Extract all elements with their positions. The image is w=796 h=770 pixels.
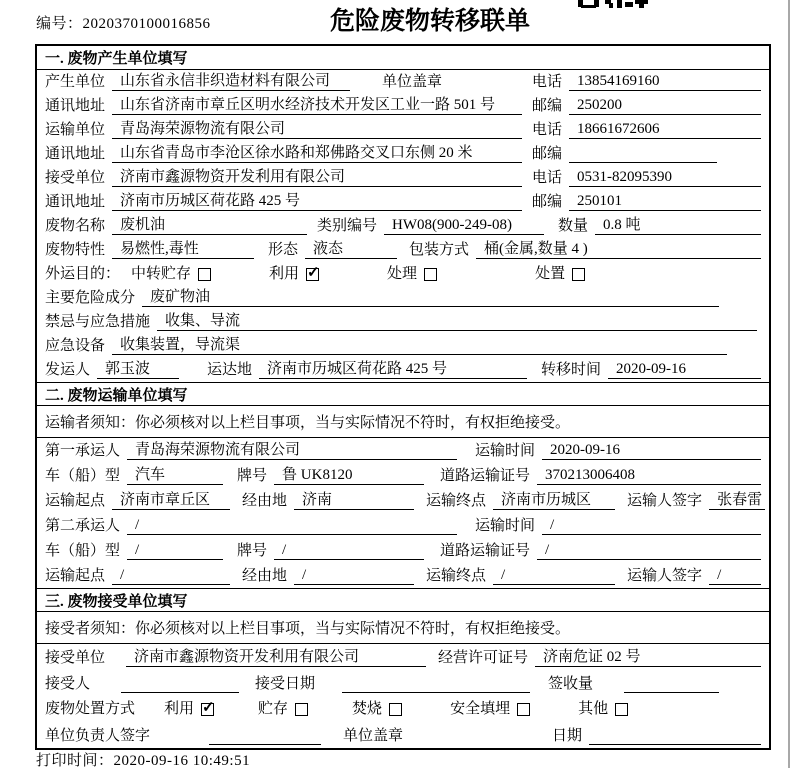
doc-number-label: 编号： xyxy=(36,16,83,32)
disposal-option-storage xyxy=(258,700,308,718)
carrier2-time-value: / xyxy=(542,516,761,535)
road-cert2-label: 道路运输证号 xyxy=(440,543,531,559)
carrier1-value: 青岛海荣源物流有限公司 xyxy=(127,441,457,460)
emergency-measures-value: 收集、导流 xyxy=(157,312,757,331)
page-title: 危险废物转移联单 xyxy=(330,8,531,35)
page-edge-line xyxy=(788,0,790,768)
purpose-treat-label: 处理 xyxy=(387,266,418,282)
checkbox-icon xyxy=(517,703,530,716)
carrier1-time-value: 2020-09-16 xyxy=(542,441,761,460)
route1-end-value: 济南市历城区 xyxy=(493,491,615,510)
row-signoff xyxy=(37,722,769,748)
generator-phone-label: 电话 xyxy=(531,74,562,90)
route1-sign-label: 运输人签字 xyxy=(627,493,703,509)
checkbox-icon xyxy=(572,268,585,281)
generator-address-label: 通讯地址 xyxy=(45,98,106,114)
transporter-value: 青岛海荣源物流有限公司 xyxy=(112,120,522,139)
section2-notice: 运输者须知：你必须核对以上栏目事项，当与实际情况不符时，有权拒绝接受。 xyxy=(37,406,769,438)
carrier2-label: 第二承运人 xyxy=(45,518,121,534)
row-generator-address xyxy=(37,94,769,118)
acceptor-value xyxy=(121,675,239,693)
accepting-unit-value: 济南市鑫源物资开发利用有限公司 xyxy=(126,648,426,667)
responsible-sign-label: 单位负责人签字 xyxy=(45,728,151,744)
route2-end-label: 运输终点 xyxy=(426,568,487,584)
waste-props-value: 易燃性,毒性 xyxy=(112,240,254,259)
purpose-option-dispose xyxy=(535,265,585,283)
receiver-label: 接受单位 xyxy=(45,170,106,186)
checkbox-icon xyxy=(424,268,437,281)
doc-number xyxy=(36,12,211,33)
checkbox-icon xyxy=(295,703,308,716)
shipper-value: 郭玉波 xyxy=(97,360,179,379)
row-transport-purpose xyxy=(37,262,769,286)
responsible-sign-value xyxy=(209,727,321,745)
route1-sign-value: 张春雷 xyxy=(709,491,765,510)
license-value: 济南危证 02 号 xyxy=(535,648,761,667)
transfer-time-value: 2020-09-16 xyxy=(608,360,761,379)
vehicle1-value: 汽车 xyxy=(127,466,223,485)
generator-value: 山东省永信非织造材料有限公司 xyxy=(112,72,350,91)
row-emergency-equipment xyxy=(37,334,769,358)
route1-via-value: 济南 xyxy=(294,491,414,510)
destination-label: 运达地 xyxy=(207,362,253,378)
hazard-label: 主要危险成分 xyxy=(45,290,136,306)
receiver-phone-label: 电话 xyxy=(531,170,562,186)
row-generator xyxy=(37,70,769,94)
license-label: 经营许可证号 xyxy=(438,650,529,666)
waste-form-label: 形态 xyxy=(268,242,299,258)
emergency-equipment-value: 收集装置，导流渠 xyxy=(112,336,727,355)
section2-heading: 二. 废物运输单位填写 xyxy=(37,382,769,406)
route2-sign-label: 运输人签字 xyxy=(627,568,703,584)
route1-via-label: 经由地 xyxy=(242,493,288,509)
plate1-label: 牌号 xyxy=(237,468,268,484)
receiver-phone-value: 0531-82095390 xyxy=(569,168,761,187)
accept-date-label: 接受日期 xyxy=(255,676,316,692)
disposal-option-incinerate xyxy=(352,700,402,718)
print-time-label: 打印时间： xyxy=(36,753,114,769)
transfer-time-label: 转移时间 xyxy=(541,362,602,378)
purpose-option-use xyxy=(269,265,319,283)
generator-phone-value: 13854169160 xyxy=(569,72,761,91)
purpose-dispose-label: 处置 xyxy=(535,266,566,282)
qr-code-fragment-icon xyxy=(578,0,650,11)
carrier1-time-label: 运输时间 xyxy=(475,443,536,459)
row-transporter-address xyxy=(37,142,769,166)
row-accepting-unit xyxy=(37,644,769,670)
transporter-address-label: 通讯地址 xyxy=(45,146,106,162)
vehicle2-value: / xyxy=(127,541,223,560)
row-disposal-method xyxy=(37,696,769,722)
plate1-value: 鲁 UK8120 xyxy=(274,466,424,485)
carrier1-label: 第一承运人 xyxy=(45,443,121,459)
purpose-use-label: 利用 xyxy=(269,266,300,282)
route2-end-value: / xyxy=(493,566,615,585)
generator-address-value: 山东省济南市章丘区明水经济技术开发区工业一路 501 号 xyxy=(112,96,522,115)
section3-heading: 三. 废物接受单位填写 xyxy=(37,588,769,612)
packing-label: 包装方式 xyxy=(409,242,470,258)
row-emergency-measures xyxy=(37,310,769,334)
accepting-unit-label: 接受单位 xyxy=(45,650,106,666)
disposal-other-label: 其他 xyxy=(578,701,609,717)
packing-value: 桶(金属,数量 4 ) xyxy=(476,240,761,259)
waste-name-label: 废物名称 xyxy=(45,218,106,234)
print-time-value: 2020-09-16 10:49:51 xyxy=(113,753,251,769)
generator-zip-label: 邮编 xyxy=(531,98,562,114)
receiver-address-value: 济南市历城区荷花路 425 号 xyxy=(112,192,522,211)
emergency-equipment-label: 应急设备 xyxy=(45,338,106,354)
sign-date-value xyxy=(589,727,761,745)
sign-date-label: 日期 xyxy=(552,728,583,744)
row-route2 xyxy=(37,563,769,588)
print-time xyxy=(36,749,250,770)
road-cert2-value: / xyxy=(537,541,761,560)
row-shipper xyxy=(37,358,769,382)
shipper-label: 发运人 xyxy=(45,362,91,378)
plate2-label: 牌号 xyxy=(237,543,268,559)
carrier2-value: / xyxy=(127,516,457,535)
transporter-phone-value: 18661672606 xyxy=(569,120,761,139)
checkbox-icon xyxy=(389,703,402,716)
transporter-label: 运输单位 xyxy=(45,122,106,138)
destination-value: 济南市历城区荷花路 425 号 xyxy=(259,360,527,379)
waste-props-label: 废物特性 xyxy=(45,242,106,258)
road-cert1-label: 道路运输证号 xyxy=(440,468,531,484)
row-waste-props xyxy=(37,238,769,262)
purpose-option-transfer-storage xyxy=(131,265,211,283)
disposal-option-landfill xyxy=(450,700,530,718)
waste-name-value: 废机油 xyxy=(112,216,307,235)
plate2-value: / xyxy=(274,541,424,560)
route2-start-label: 运输起点 xyxy=(45,568,106,584)
route1-end-label: 运输终点 xyxy=(426,493,487,509)
hazard-value: 废矿物油 xyxy=(142,288,719,307)
disposal-option-other xyxy=(578,700,628,718)
purpose-transfer-storage-label: 中转贮存 xyxy=(131,266,192,282)
carrier2-time-label: 运输时间 xyxy=(475,518,536,534)
route2-start-value: / xyxy=(112,566,230,585)
route2-sign-value: / xyxy=(709,566,761,585)
checkbox-icon xyxy=(201,703,214,716)
row-carrier1 xyxy=(37,438,769,463)
section1-heading: 一. 废物产生单位填写 xyxy=(37,46,769,70)
row-hazard xyxy=(37,286,769,310)
vehicle2-label: 车（船）型 xyxy=(45,543,121,559)
waste-code-value: HW08(900-249-08) xyxy=(384,216,544,235)
road-cert1-value: 370213006408 xyxy=(537,466,761,485)
row-waste-name xyxy=(37,214,769,238)
receiver-zip-label: 邮编 xyxy=(531,194,562,210)
receiver-zip-value: 250101 xyxy=(569,192,761,211)
row-transporter xyxy=(37,118,769,142)
disposal-label: 废物处置方式 xyxy=(45,701,136,717)
seal-label: 单位盖章 xyxy=(382,74,443,90)
route1-start-value: 济南市章丘区 xyxy=(112,491,230,510)
route2-via-label: 经由地 xyxy=(242,568,288,584)
checkbox-icon xyxy=(306,268,319,281)
signed-qty-label: 签收量 xyxy=(548,676,594,692)
waste-qty-label: 数量 xyxy=(558,218,589,234)
receiver-address-label: 通讯地址 xyxy=(45,194,106,210)
row-acceptor xyxy=(37,670,769,696)
row-route1 xyxy=(37,488,769,513)
route1-start-label: 运输起点 xyxy=(45,493,106,509)
accept-date-value xyxy=(342,675,530,693)
disposal-incinerate-label: 焚烧 xyxy=(352,701,383,717)
section3-notice: 接受者须知：你必须核对以上栏目事项，当与实际情况不符时，有权拒绝接受。 xyxy=(37,612,769,644)
disposal-option-use xyxy=(164,700,214,718)
route2-via-value: / xyxy=(294,566,414,585)
signed-qty-value xyxy=(624,675,719,693)
disposal-storage-label: 贮存 xyxy=(258,701,289,717)
receiver-value: 济南市鑫源物资开发利用有限公司 xyxy=(112,168,522,187)
transporter-address-value: 山东省青岛市李沧区徐水路和郑佛路交叉口东侧 20 米 xyxy=(112,144,522,163)
doc-number-value: 2020370100016856 xyxy=(82,16,211,32)
transporter-zip-label: 邮编 xyxy=(531,146,562,162)
row-receiver-address xyxy=(37,190,769,214)
transporter-zip-value xyxy=(569,145,717,163)
vehicle1-label: 车（船）型 xyxy=(45,468,121,484)
purpose-label: 外运目的： xyxy=(45,266,121,282)
disposal-landfill-label: 安全填埋 xyxy=(450,701,511,717)
unit-seal-label: 单位盖章 xyxy=(343,728,404,744)
checkbox-icon xyxy=(615,703,628,716)
manifest-form xyxy=(35,44,771,750)
generator-label: 产生单位 xyxy=(45,74,106,90)
row-vehicle2 xyxy=(37,538,769,563)
generator-zip-value: 250200 xyxy=(569,96,761,115)
acceptor-label: 接受人 xyxy=(45,676,91,692)
purpose-option-treat xyxy=(387,265,437,283)
disposal-use-label: 利用 xyxy=(164,701,195,717)
waste-form-value: 液态 xyxy=(305,240,397,259)
row-carrier2 xyxy=(37,513,769,538)
transporter-phone-label: 电话 xyxy=(531,122,562,138)
checkbox-icon xyxy=(198,268,211,281)
row-receiver xyxy=(37,166,769,190)
waste-code-label: 类别编号 xyxy=(317,218,378,234)
emergency-measures-label: 禁忌与应急措施 xyxy=(45,314,151,330)
row-vehicle1 xyxy=(37,463,769,488)
waste-qty-value: 0.8 吨 xyxy=(595,216,761,235)
